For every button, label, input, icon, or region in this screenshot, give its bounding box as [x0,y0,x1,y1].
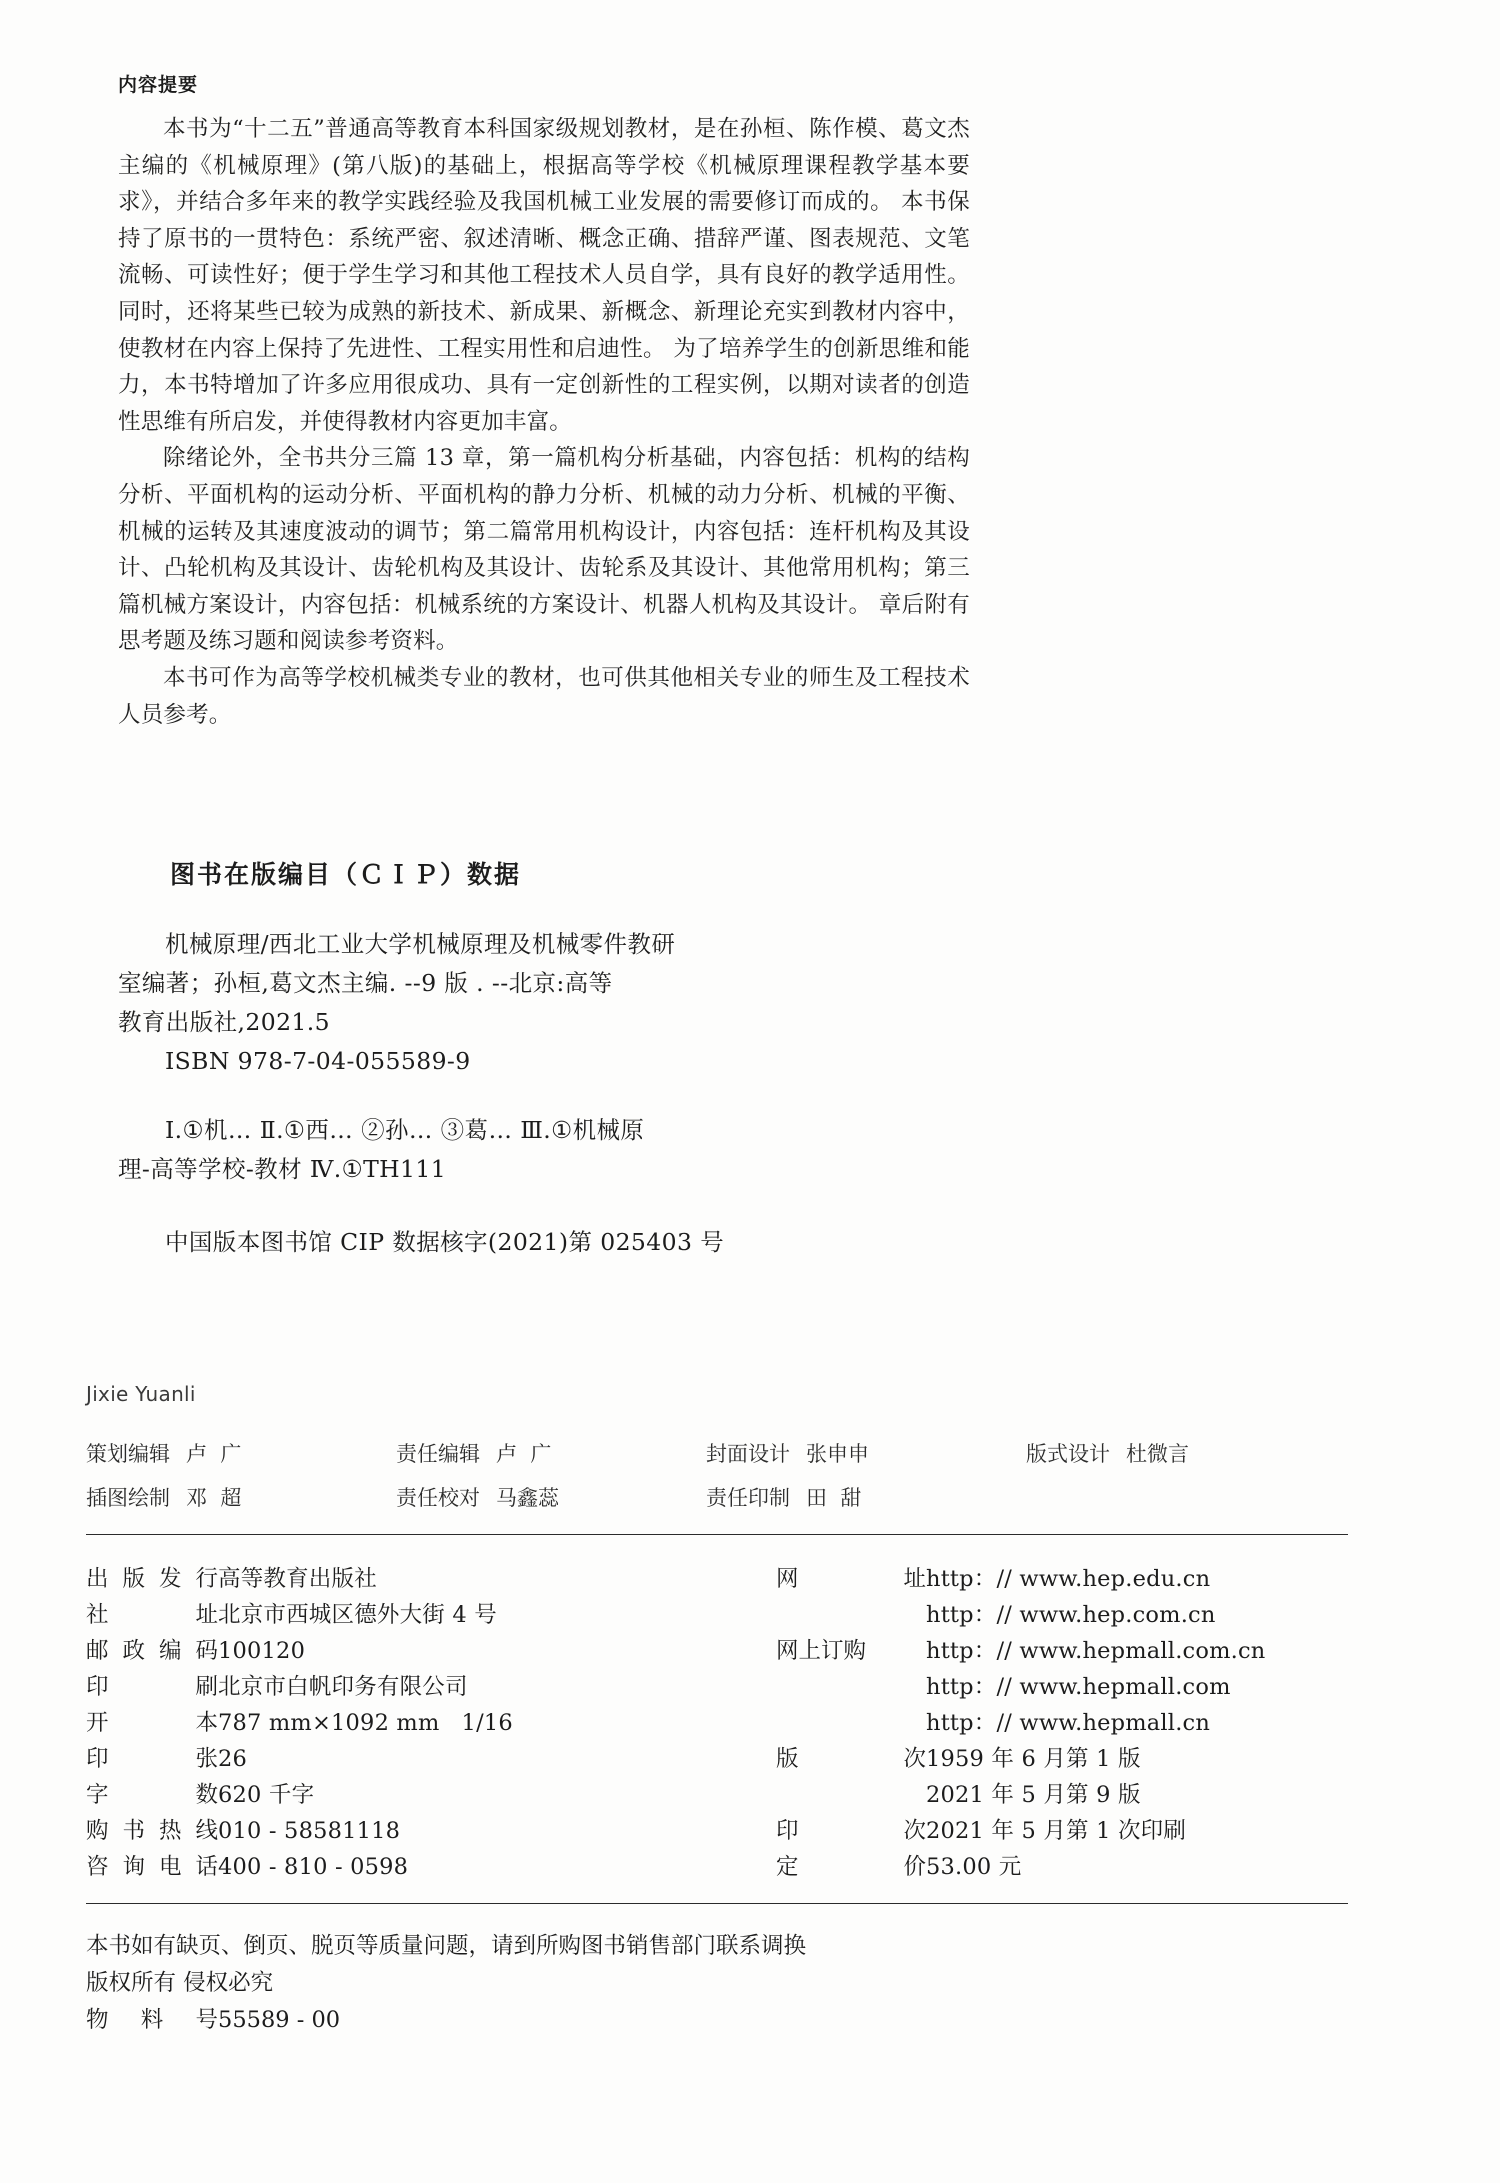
credit-value: 张申申 [806,1442,869,1467]
imprint-value-publisher: 高等教育出版社 [218,1566,377,1593]
imprint-row [776,1597,1348,1633]
imprint-value-price: 53.00 元 [926,1854,1022,1881]
material-number-row [86,2002,1348,2039]
imprint-row [86,1741,776,1777]
credit-value: 马鑫蕊 [496,1486,559,1511]
cip-publisher-line: 教育出版社,2021.5 [118,1008,330,1037]
imprint-row [86,1561,776,1597]
imprint-row [86,1777,776,1813]
cip-author-line: 室编著；孙桓,葛文杰主编. --9 版 . --北京:高等 [118,969,613,998]
imprint-row [86,1705,776,1741]
material-number-value: 55589 - 00 [218,2007,341,2034]
imprint-label-sheets: 印 张 [86,1746,218,1773]
abstract-paragraph-1: 本书为“十二五”普通高等教育本科国家级规划教材，是在孙桓、陈作模、葛文杰主编的《机械原理》(第八版)的基础上，根据高等学校《机械原理课程教学基本要求》，并结合多年来的教学实践经验及我国机械工业发展的需要修订而成的。 本书保持了原书的一贯特色：系统严密、叙述清晰、概念正确、措辞严谨、图表规范、文笔流畅、可读性好；便于学生学习和其他工程技术人员自学，具有良好的教学适用性。 同时，还将某些已较为成熟的新技术、新成果、新概念、新理论充实到教材内容中，使教材在内容上保持了先进性、工程实用性和启迪性。 为了培养学生的创新思维和能力，本书特增加了许多应用很成功、具有一定创新性的工程实例，以期对读者的创造性思维有所启发，并使得教材内容更加丰富。 [118,116,970,435]
imprint-column-left [86,1561,776,1885]
imprint-value-postcode: 100120 [218,1638,306,1665]
cip-classification-line-2: 理-高等学校-教材 Ⅳ.①TH111 [118,1155,447,1184]
credit-value: 卢 广 [186,1442,242,1467]
imprint-row [776,1705,1348,1741]
copyright-notice: 版权所有 侵权必究 [86,1970,274,1997]
imprint-value-inquiry: 400 - 810 - 0598 [218,1854,409,1881]
imprint-table [86,1561,1348,1885]
imprint-value-edition-1: 1959 年 6 月第 1 版 [926,1746,1141,1773]
imprint-row [776,1561,1348,1597]
credit-proofreader [396,1482,706,1512]
credit-illustrator [86,1482,396,1512]
credits-row-2 [86,1482,1348,1512]
imprint-label-format: 开 本 [86,1710,218,1737]
credit-label: 责任印制 [706,1486,790,1511]
cip-heading: 图书在版编目（ＣＩＰ）数据 [170,860,522,890]
imprint-row [776,1849,1348,1885]
imprint-label-online-order: 网上订购 [776,1638,867,1665]
imprint-value-website-2[interactable]: http：// www.hep.com.cn [926,1602,1216,1629]
imprint-value-wordcount: 620 千字 [218,1782,315,1809]
imprint-label-edition: 版 次 [776,1746,926,1773]
cip-number: 中国版本图书馆 CIP 数据核字(2021)第 025403 号 [165,1228,725,1257]
imprint-row [776,1741,1348,1777]
imprint-label-printer: 印 刷 [86,1674,218,1701]
imprint-row [776,1669,1348,1705]
cip-body [118,925,978,1262]
divider-bottom [86,1903,1348,1904]
cip-title-line: 机械原理/西北工业大学机械原理及机械零件教研 [165,930,676,959]
credit-planning-editor [86,1438,396,1468]
cip-isbn: ISBN 978-7-04-055589-9 [165,1047,471,1076]
page-content [86,0,1388,2039]
imprint-value-edition-2: 2021 年 5 月第 9 版 [926,1782,1141,1809]
credit-label: 版式设计 [1026,1442,1110,1467]
credit-label: 策划编辑 [86,1442,170,1467]
credit-value: 田 甜 [806,1486,862,1511]
footer-block [86,1928,1348,2039]
imprint-row [86,1633,776,1669]
imprint-label-hotline: 购 书 热 线 [86,1818,218,1845]
pinyin-title: Jixie Yuanli [86,1382,196,1407]
abstract-heading: 内容提要 [118,74,199,96]
credit-responsible-editor [396,1438,706,1468]
imprint-value-online-order-2[interactable]: http：// www.hepmall.com [926,1674,1231,1701]
imprint-row [776,1633,1348,1669]
imprint-label-postcode: 邮 政 编 码 [86,1638,218,1665]
credit-value: 杜微言 [1126,1442,1189,1467]
credit-print-supervisor [706,1482,1026,1512]
imprint-row [776,1813,1348,1849]
imprint-value-printer: 北京市白帆印务有限公司 [218,1674,468,1701]
abstract-paragraph-3: 本书可作为高等学校机械类专业的教材，也可供其他相关专业的师生及工程技术人员参考。 [118,664,970,728]
imprint-label-website: 网 址 [776,1566,926,1593]
imprint-column-right [776,1561,1348,1885]
imprint-value-hotline: 010 - 58581118 [218,1818,401,1845]
imprint-label-publisher: 出 版 发 行 [86,1566,218,1593]
imprint-value-online-order-1[interactable]: http：// www.hepmall.com.cn [926,1638,1266,1665]
imprint-row [86,1813,776,1849]
imprint-value-sheets: 26 [218,1746,248,1773]
credit-label: 责任校对 [396,1486,480,1511]
imprint-row [86,1669,776,1705]
credit-cover-designer [706,1438,1026,1468]
imprint-label-wordcount: 字 数 [86,1782,218,1809]
credit-value: 邓 超 [186,1486,242,1511]
credit-layout-designer [1026,1438,1326,1468]
imprint-label-price: 定 价 [776,1854,926,1881]
imprint-label-address: 社 址 [86,1602,218,1629]
credit-value: 卢 广 [496,1442,552,1467]
imprint-label-inquiry: 咨 询 电 话 [86,1854,218,1881]
credit-label: 插图绘制 [86,1486,170,1511]
imprint-value-website-1[interactable]: http：// www.hep.edu.cn [926,1566,1211,1593]
credits-row-1 [86,1438,1348,1468]
material-number-label: 物 料 号 [86,2007,218,2034]
credits-block [86,1438,1348,1512]
credit-label: 责任编辑 [396,1442,480,1467]
imprint-value-printing: 2021 年 5 月第 1 次印刷 [926,1818,1187,1845]
imprint-value-online-order-3[interactable]: http：// www.hepmall.cn [926,1710,1211,1737]
imprint-value-address: 北京市西城区德外大街 4 号 [218,1602,497,1629]
cip-classification-line-1: Ⅰ.①机… Ⅱ.①西… ②孙… ③葛… Ⅲ.①机械原 [165,1116,645,1145]
imprint-row [776,1777,1348,1813]
credit-empty-cell [1026,1482,1326,1512]
divider-top [86,1534,1348,1535]
imprint-label-printing: 印 次 [776,1818,926,1845]
abstract-body [118,111,970,733]
quality-notice: 本书如有缺页、倒页、脱页等质量问题，请到所购图书销售部门联系调换 [86,1933,807,1960]
abstract-paragraph-2: 除绪论外，全书共分三篇 13 章，第一篇机构分析基础，内容包括：机构的结构分析、平面机构的运动分析、平面机构的静力分析、机械的动力分析、机械的平衡、机械的运转及其速度波动的调节；第二篇常用机构设计，内容包括：连杆机构及其设计、凸轮机构及其设计、齿轮机构及其设计、齿轮系及其设计、其他常用机构；第三篇机械方案设计，内容包括：机械系统的方案设计、机器人机构及其设计。 章后附有思考题及练习题和阅读参考资料。 [118,445,970,655]
imprint-row [86,1849,776,1885]
credit-label: 封面设计 [706,1442,790,1467]
imprint-row [86,1597,776,1633]
imprint-value-format: 787 mm×1092 mm 1/16 [218,1710,513,1737]
